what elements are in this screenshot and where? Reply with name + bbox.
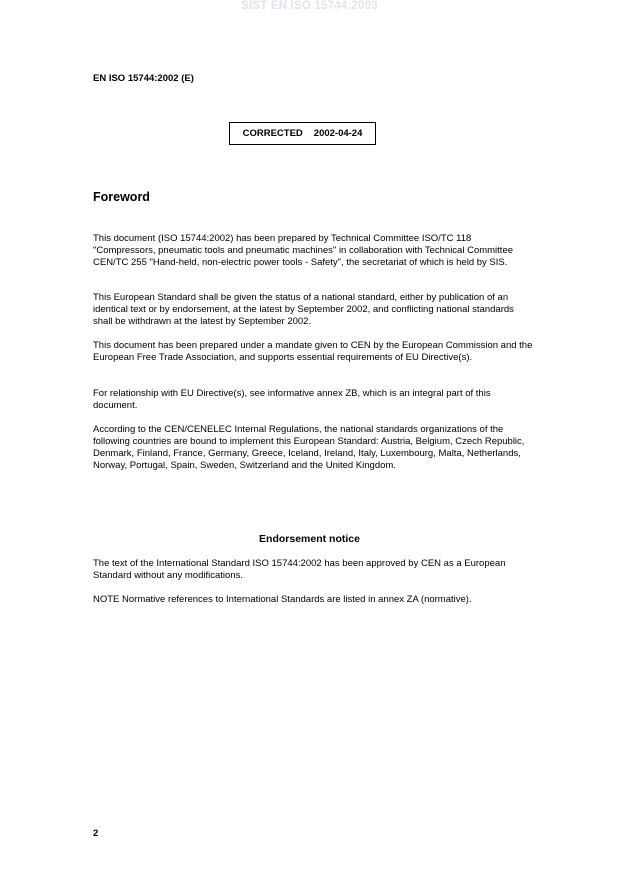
foreword-paragraph: This document has been prepared under a mandate given to CEN by the European Commission and the European Free Trade Association, and supports essential requirements of EU Directive(s).	[93, 340, 533, 363]
endorsement-note: NOTE Normative references to International Standards are listed in annex ZA (normative).	[93, 594, 472, 605]
foreword-paragraph: This document (ISO 15744:2002) has been prepared by Technical Committee ISO/TC 118 "Compressors, pneumatic tools and pneumatic machines" in collaboration with Technical Committee CEN/TC 255 "Hand-held, non-electric power tools - Safety", the secretariat of which is held by SIS.	[93, 233, 514, 268]
correction-stamp	[229, 122, 376, 145]
foreword-heading: Foreword	[93, 190, 150, 204]
foreword-paragraph: According to the CEN/CENELEC Internal Regulations, the national standards organizations of the following countries are bound to implement this European Standard: Austria, Belgium, Czech Republic, Denmark, Finland, France, Germany, Greece, Iceland, Ireland, Italy, Luxembourg, Malta, Netherlands, Norway, Portugal, Spain, Sweden, Switzerland and the United Kingdom.	[93, 424, 525, 471]
watermark: SIST EN ISO 15744:2003	[241, 0, 378, 12]
endorsement-paragraph: The text of the International Standard ISO 15744:2002 has been approved by CEN as a European Standard without any modifications.	[93, 558, 506, 581]
foreword-paragraph: For relationship with EU Directive(s), see informative annex ZB, which is an integral part of this document.	[93, 388, 491, 411]
page-number: 2	[93, 828, 99, 839]
correction-label: CORRECTED	[242, 128, 303, 139]
endorsement-heading: Endorsement notice	[259, 533, 360, 545]
document-identifier: EN ISO 15744:2002 (E)	[93, 73, 194, 84]
correction-date: 2002-04-24	[313, 128, 363, 139]
foreword-paragraph: This European Standard shall be given the status of a national standard, either by publication of an identical text or by endorsement, at the latest by September 2002, and conflicting national standards shall be withdrawn at the latest by September 2002.	[93, 292, 514, 327]
